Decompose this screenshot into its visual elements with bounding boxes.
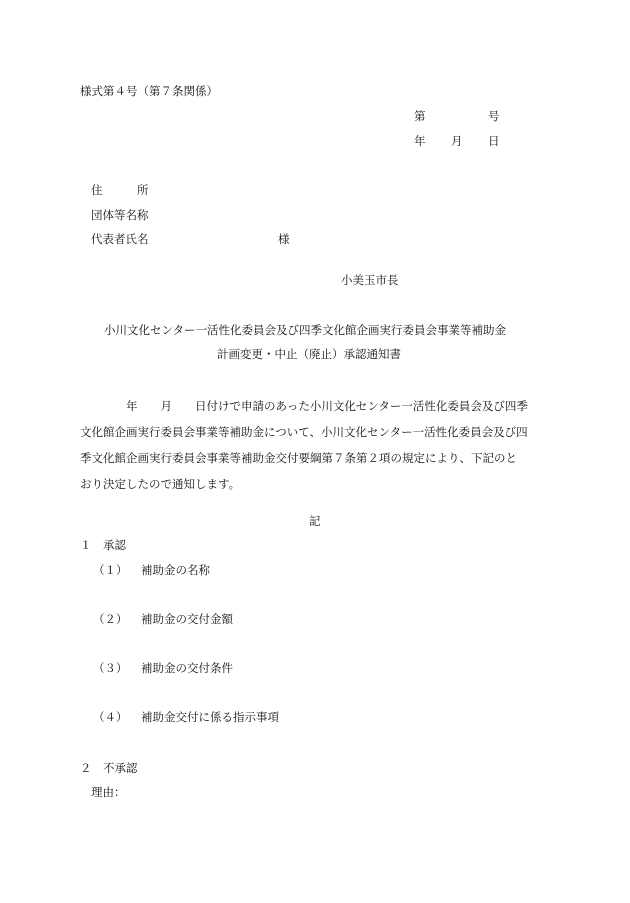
body-line: 季文化館企画実行委員会事業等補助金交付要綱第７条第２項の規定により、下記のと xyxy=(80,451,517,465)
body-text xyxy=(80,393,560,497)
item-text: 補助金の名称 xyxy=(141,563,210,577)
item-text: 補助金の交付条件 xyxy=(141,661,233,675)
reason-label: 理由： xyxy=(91,785,126,799)
sender: 小美玉市長 xyxy=(341,273,399,287)
doc-number-go: 号 xyxy=(488,109,500,123)
item-number: （３） xyxy=(93,661,128,675)
document-title-line1: 小川文化センター一活性化委員会及び四季文化館企画実行委員会事業等補助金 xyxy=(104,323,507,337)
body-line: 年 月 日付けで申請のあった小川文化センター一活性化委員会及び四季 xyxy=(80,399,528,413)
date-month: 月 xyxy=(451,134,463,148)
body-line: 文化館企画実行委員会事業等補助金について、小川文化センター一活性化委員会及び四 xyxy=(80,425,528,439)
body-line: おり決定したので通知します。 xyxy=(80,477,241,491)
item-number: （１） xyxy=(93,563,128,577)
section1-label: １ 承認 xyxy=(80,538,126,552)
item-text: 補助金交付に係る指示事項 xyxy=(141,710,279,724)
ki-heading: 記 xyxy=(309,514,321,528)
item-number: （２） xyxy=(93,612,128,626)
form-number: 様式第４号（第７条関係） xyxy=(80,84,218,98)
recipient-honorific: 様 xyxy=(278,232,290,246)
section2-label: ２ 不承認 xyxy=(80,761,138,775)
document-title-line2: 計画変更・中止（廃止）承認通知書 xyxy=(217,347,401,361)
item-number: （４） xyxy=(93,710,128,724)
recipient-rep-label: 代表者氏名 xyxy=(91,232,149,246)
date-day: 日 xyxy=(488,134,500,148)
doc-number-dai: 第 xyxy=(414,109,426,123)
recipient-org-label: 団体等名称 xyxy=(91,208,149,222)
date-year: 年 xyxy=(414,134,426,148)
item-text: 補助金の交付金額 xyxy=(141,612,233,626)
recipient-address-label: 住 所 xyxy=(91,183,149,197)
